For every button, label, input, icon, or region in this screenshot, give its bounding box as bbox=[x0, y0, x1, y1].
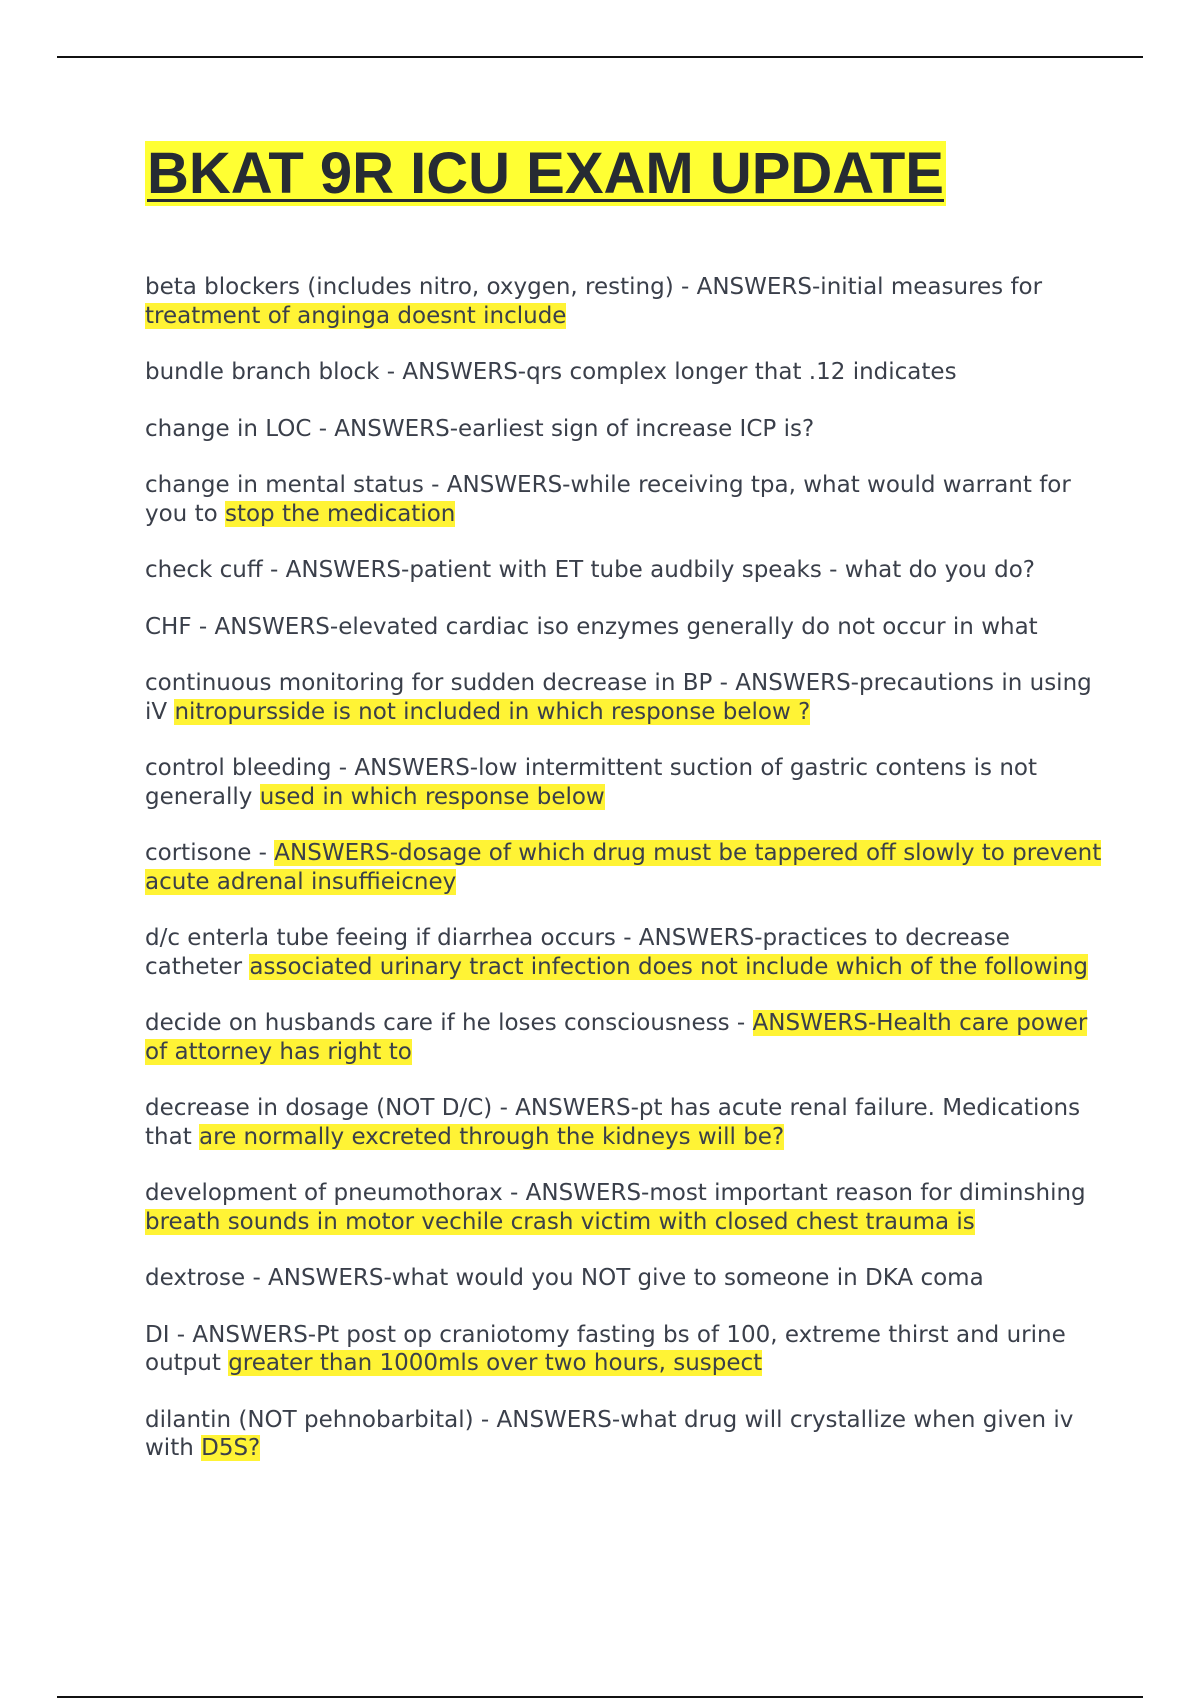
qa-highlight: associated urinary tract infection does not include which of the following bbox=[249, 953, 1088, 980]
qa-text: dilantin (NOT pehnobarbital) - ANSWERS-what drug will crystallize when given iv with bbox=[145, 1406, 1074, 1461]
qa-text: development of pneumothorax - ANSWERS-most important reason for diminshing bbox=[145, 1180, 1086, 1206]
page-title-text: BKAT 9R ICU EXAM UPDATE bbox=[147, 141, 944, 206]
top-rule bbox=[57, 56, 1143, 58]
qa-text: cortisone - bbox=[145, 840, 275, 866]
qa-entry bbox=[145, 273, 1105, 330]
qa-text: dextrose - ANSWERS-what would you NOT give to someone in DKA coma bbox=[145, 1265, 984, 1291]
qa-text: d/c enterla tube feeing if diarrhea occurs - ANSWERS-practices to decrease catheter bbox=[145, 925, 1010, 980]
qa-entry bbox=[145, 1406, 1105, 1463]
qa-entry bbox=[145, 471, 1105, 528]
qa-text: check cuff - ANSWERS-patient with ET tube audbily speaks - what do you do? bbox=[145, 557, 1036, 583]
qa-text: bundle branch block - ANSWERS-qrs complex longer that .12 indicates bbox=[145, 359, 957, 385]
qa-entry bbox=[145, 1009, 1105, 1066]
qa-entry bbox=[145, 556, 1105, 585]
qa-list bbox=[145, 273, 1105, 1491]
qa-highlight: nitropursside is not included in which response below ? bbox=[174, 698, 811, 725]
qa-entry bbox=[145, 924, 1105, 981]
qa-highlight: treatment of anginga doesnt include bbox=[145, 302, 567, 329]
qa-highlight: stop the medication bbox=[224, 500, 456, 527]
qa-text: DI - ANSWERS-Pt post op craniotomy fasting bs of 100, extreme thirst and urine output bbox=[145, 1321, 1066, 1376]
qa-highlight: ANSWERS-Health care power of attorney has right to bbox=[145, 1010, 1088, 1065]
qa-text: continuous monitoring for sudden decrease in BP - ANSWERS-precautions in using iV bbox=[145, 670, 1092, 725]
page-title bbox=[145, 140, 946, 208]
qa-text: decrease in dosage (NOT D/C) - ANSWERS-pt has acute renal failure. Medications that bbox=[145, 1095, 1081, 1150]
qa-highlight: ANSWERS-dosage of which drug must be tappered off slowly to prevent acute adrenal insuffieicney bbox=[145, 840, 1102, 895]
qa-entry bbox=[145, 1179, 1105, 1236]
qa-entry bbox=[145, 415, 1105, 444]
qa-highlight: used in which response below bbox=[259, 783, 605, 810]
bottom-rule bbox=[57, 1696, 1143, 1698]
qa-text: decide on husbands care if he loses consciousness - bbox=[145, 1010, 753, 1036]
qa-text: beta blockers (includes nitro, oxygen, resting) - ANSWERS-initial measures for bbox=[145, 274, 1043, 300]
qa-highlight: greater than 1000mls over two hours, suspect bbox=[228, 1350, 763, 1376]
qa-entry bbox=[145, 754, 1105, 811]
qa-text: CHF - ANSWERS-elevated cardiac iso enzymes generally do not occur in what bbox=[145, 613, 1038, 640]
qa-highlight: breath sounds in motor vechile crash victim with closed chest trauma is bbox=[145, 1208, 975, 1235]
qa-text: change in LOC - ANSWERS-earliest sign of increase ICP is? bbox=[145, 415, 815, 442]
qa-text: change in mental status - ANSWERS-while receiving tpa, what would warrant for you to bbox=[145, 472, 1071, 527]
qa-entry bbox=[145, 613, 1105, 642]
qa-highlight: D5S? bbox=[201, 1435, 261, 1461]
qa-entry bbox=[145, 358, 1105, 387]
qa-entry bbox=[145, 839, 1105, 896]
qa-text: control bleeding - ANSWERS-low intermittent suction of gastric contens is not generally bbox=[145, 755, 1038, 810]
qa-entry bbox=[145, 1094, 1105, 1151]
qa-highlight: are normally excreted through the kidneys will be? bbox=[199, 1123, 785, 1150]
qa-entry bbox=[145, 1321, 1105, 1378]
qa-entry bbox=[145, 1264, 1105, 1293]
qa-entry bbox=[145, 669, 1105, 726]
